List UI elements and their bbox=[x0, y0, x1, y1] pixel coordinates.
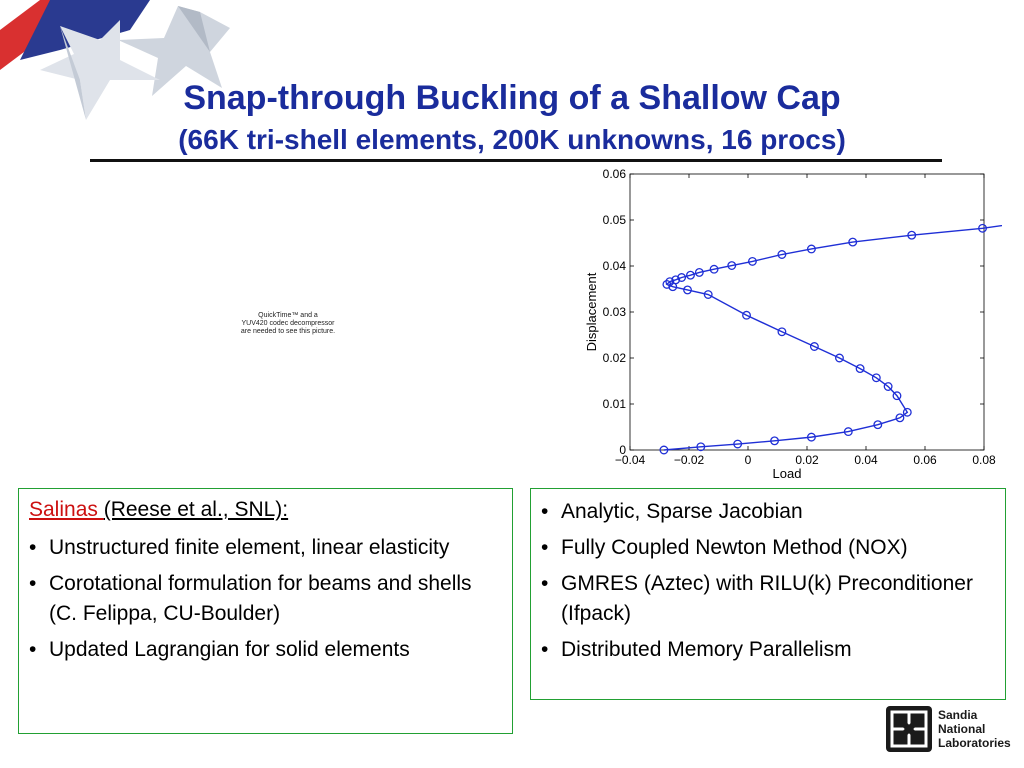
sandia-logo-mark bbox=[886, 706, 932, 752]
list-item bbox=[29, 635, 502, 665]
quicktime-line-1: QuickTime™ and a bbox=[258, 312, 318, 319]
x-tick-label: 0.04 bbox=[854, 453, 878, 467]
list-item bbox=[541, 635, 995, 665]
bullet-text: Analytic, Sparse Jacobian bbox=[561, 500, 803, 523]
bullet-text: Updated Lagrangian for solid elements bbox=[49, 638, 410, 661]
quicktime-line-2: YUV420 codec decompressor bbox=[241, 320, 335, 327]
x-tick-label: 0.08 bbox=[972, 453, 996, 467]
y-tick-label: 0.02 bbox=[602, 351, 626, 365]
title-underline bbox=[90, 159, 942, 162]
y-axis-label: Displacement bbox=[584, 272, 599, 352]
y-tick-label: 0.05 bbox=[602, 213, 626, 227]
bullet-dot: • bbox=[541, 500, 549, 523]
quicktime-placeholder bbox=[232, 312, 344, 336]
salinas-heading bbox=[29, 497, 502, 523]
solver-panel bbox=[530, 488, 1006, 700]
bullet-dot: • bbox=[29, 572, 37, 595]
y-tick-label: 0.03 bbox=[602, 305, 626, 319]
list-item bbox=[29, 533, 502, 563]
bullet-dot: • bbox=[541, 536, 549, 559]
slide-title: Snap-through Buckling of a Shallow Cap bbox=[183, 79, 841, 117]
y-tick-label: 0 bbox=[619, 443, 626, 457]
bullet-text: Corotational formulation for beams and shells (C. Felippa, CU-Boulder) bbox=[49, 572, 472, 625]
quicktime-line-3: are needed to see this picture. bbox=[240, 328, 336, 335]
logo-line-2: National bbox=[938, 722, 986, 736]
bullet-dot: • bbox=[541, 638, 549, 661]
list-item bbox=[541, 533, 995, 563]
sandia-logo-text bbox=[938, 708, 1011, 750]
y-tick-label: 0.06 bbox=[602, 167, 626, 181]
y-tick-label: 0.04 bbox=[602, 259, 626, 273]
bullet-text: Fully Coupled Newton Method (NOX) bbox=[561, 536, 908, 559]
logo-line-3: Laboratories bbox=[938, 736, 1011, 750]
x-tick-label: 0 bbox=[744, 453, 752, 467]
salinas-panel bbox=[18, 488, 513, 734]
x-tick-label: −0.04 bbox=[614, 453, 646, 467]
bullet-dot: • bbox=[29, 638, 37, 661]
list-item bbox=[541, 569, 995, 629]
bullet-text: Unstructured finite element, linear elasticity bbox=[49, 536, 450, 559]
bullet-dot: • bbox=[29, 536, 37, 559]
plot-frame bbox=[630, 174, 984, 450]
logo-line-1: Sandia bbox=[938, 708, 978, 722]
list-item bbox=[29, 569, 502, 629]
slide-subtitle: (66K tri-shell elements, 200K unknowns, 16 procs) bbox=[178, 124, 846, 155]
bullet-text: Distributed Memory Parallelism bbox=[561, 638, 852, 661]
y-tick-label: 0.01 bbox=[602, 397, 626, 411]
sandia-logo bbox=[886, 706, 1012, 756]
x-axis-label: Load bbox=[772, 466, 802, 481]
bullet-text: GMRES (Aztec) with RILU(k) Preconditioner (Ifpack) bbox=[561, 572, 973, 625]
salinas-citation: (Reese et al., SNL): bbox=[103, 498, 289, 521]
bullet-dot: • bbox=[541, 572, 549, 595]
load-displacement-chart bbox=[582, 164, 1002, 482]
list-item bbox=[541, 497, 995, 527]
x-tick-label: 0.02 bbox=[795, 453, 819, 467]
salinas-link[interactable]: Salinas bbox=[29, 498, 104, 521]
x-tick-label: 0.06 bbox=[913, 453, 937, 467]
x-tick-label: −0.02 bbox=[673, 453, 705, 467]
